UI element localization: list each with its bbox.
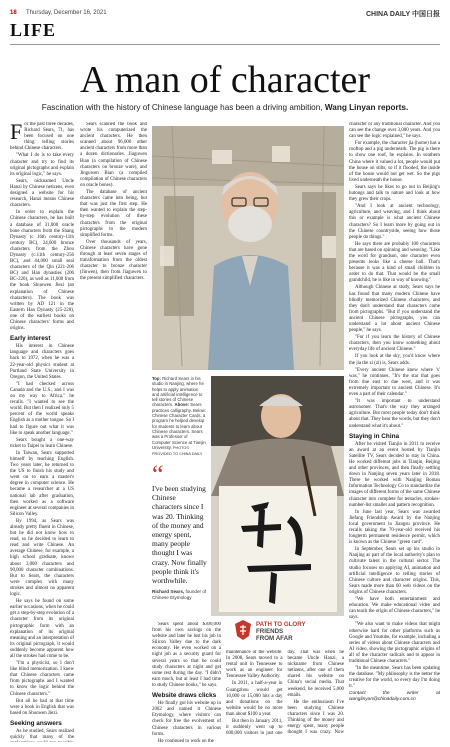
paragraph <box>10 451 74 518</box>
paragraph-text: In 2011, a half-a-year in Guangzhou would get 10,000 or 15,000 hits a day and donations on the website would be no more than about $100 a year. <box>226 681 283 717</box>
paragraph-text: Sears bought a one-way ticket to Taipei to learn Chinese. <box>10 437 74 449</box>
paragraph <box>226 681 283 718</box>
subhead <box>349 434 440 440</box>
paragraph-text: "We have both entertainment and education. We make educational video and can teach the origin of Chinese characters," he says. <box>349 597 440 621</box>
paragraph-text: Sears says he likes to go out in Beijing's hutongs and talk to nature and look at how they grew their crops. <box>349 184 440 203</box>
subhead <box>10 721 74 727</box>
pull-quote <box>152 460 207 601</box>
paragraph <box>349 547 440 596</box>
paragraph <box>349 622 440 665</box>
paragraph <box>349 335 440 353</box>
paragraph-text: "For if you learn the history of Chinese characters, then you know something about everyday life of ancient Chinese." <box>349 335 440 353</box>
paragraph <box>349 242 440 285</box>
paragraph-text: He says he found on some earlier occasions, when he could get a step-by-step evolution of a character from its original pictographic form with an explanation of its original meaning and an interpretation of its original pictograph, it would suddenly become apparent how all the strokes had come to be. <box>10 599 74 659</box>
paragraph <box>10 661 74 698</box>
paragraph <box>80 190 147 239</box>
article-column-6 <box>349 122 440 742</box>
paragraph <box>349 399 440 429</box>
paragraph-text: In Taiwan, Sears supported himself by teaching English. Two years later, he returned to the US to finish his study and went on to earn a master's degree in computer science. He became a researcher at a US national lab after graduation, then worked as a software engineer at several companies in Silicon Valley. <box>10 450 74 517</box>
paragraph <box>349 354 440 366</box>
path-to-glory-icon <box>234 619 252 641</box>
paragraph <box>80 122 147 189</box>
caption-label-above: Above: <box>174 402 190 408</box>
subhead-text: Early interest <box>10 335 51 343</box>
paragraph <box>10 599 74 660</box>
subhead <box>152 693 221 699</box>
paragraph-text: His interest in Chinese language and characters goes back to 1972, when he was a 22-year-old physics student at Portland State University in Oregon, the United States. <box>10 344 74 380</box>
page-number: 18 <box>10 10 17 16</box>
quote-mark-icon: “ <box>152 460 164 489</box>
paragraph-text: Over thousands of years, Chinese characters have gone through at least seven stages of transformation from the oldest character to bronze character (Jinwen), then from Jiaguwen to the present simplified characters. <box>80 239 147 282</box>
paragraph-text: Sears scanned the book and wrote his computerized the ancient characters. He then scanned about 96,000 other ancient characters from more than a dozen dictionaries. Jiaguwen Bian (a compilation of Chinese characters on bronze ware), and Jinguwen Bian (a compiled compilation of Chinese characters on oracle bones). <box>80 122 147 188</box>
article-column-2 <box>80 122 147 742</box>
article-column-1 <box>10 122 74 742</box>
section-label: LIFE <box>10 20 57 40</box>
paragraph-text: "It was important to understand astronomer. That's the way they arranged agriculture. But most people today don't think about that. They hear the words, but they don't understand what it's about." <box>349 399 440 429</box>
paragraph-text: "Every ancient Chinese knew where 'x' was," he continues. "It's the star that goes from due east to due west, and it was extremely important to ancient Chinese. It's even a part of their calendar." <box>349 367 440 398</box>
paragraph <box>10 382 74 437</box>
pull-quote-text: I've been studying Chinese characters since I was 20. Thinking of the money and energy spent, many people thought I was crazy. Now finally people think it's worthwhile. <box>152 484 207 586</box>
pull-quote-author: Richard Sears, <box>152 589 185 595</box>
page-header <box>10 8 440 20</box>
paragraph <box>349 122 440 140</box>
subhead-text: Website draws clicks <box>152 692 217 700</box>
paragraph <box>349 666 440 690</box>
section-rule <box>10 44 440 45</box>
caption-label-top: Top: <box>152 376 161 381</box>
paragraph-text: Sears spent about $300,000 from his own savings on the website and later he lost his job in Silicon Valley due to the dark economy. He even worked on a night job as a security guard for several years so that he could study characters at night and get some rest during the day. "I didn't earn much, but at least I had time to study Chinese books," he says. <box>152 622 221 688</box>
paragraph <box>152 622 221 689</box>
paragraph-text: "We also want to make videos that might otherwise hard for other platforms such as Google and Youtube, for example, including a series of videos about Chinese characters and AI video, showing the pictographic origins of all of the character radicals and to appear in traditional Chinese characters." <box>349 622 440 664</box>
paragraph <box>10 729 74 742</box>
issue-date: Thursday, December 16, 2021 <box>26 10 107 16</box>
path-to-glory-text <box>256 621 306 643</box>
paragraph-text: Although Chinese at study, Sears says he has found that many modern Chinese have blindly memorized Chinese characters, and they don't understand that characters come from pictographs. "But if you understand the ancient Chinese pictographs, you can understand a lot about ancient Chinese people," he says. <box>349 285 440 334</box>
paragraph <box>10 438 74 450</box>
paragraph-text: Sears, nicknamed Uncle Hanzi by Chinese netizens, even designed a website for his research, Hanzi means Chinese characters. <box>10 178 74 209</box>
paragraph-text: or the past three decades, Richard Sears, 71, has been focused on one thing: telling stories behind Chinese characters. <box>10 122 74 152</box>
paragraph <box>226 650 283 680</box>
article-column-3 <box>152 622 221 742</box>
photo-calligraphy <box>211 376 344 616</box>
masthead: CHINA DAILY 中国日报 <box>365 11 440 18</box>
promo-line-2: FRIENDS <box>256 628 284 636</box>
paragraph <box>349 597 440 621</box>
paragraph <box>349 204 440 241</box>
paragraph <box>349 185 440 203</box>
caption-text-top: Richard Sears in his studio in Nanjing, where he helps to apply animation and artificial intelligence to tell stories of Chinese characters. <box>152 376 204 408</box>
paragraph <box>10 122 74 152</box>
paragraph-text: maintenance of the website. In 2008, Sears moved to a rental unit in Tennessee to work as an engineer for Tennessee Valley Authority. <box>226 650 283 680</box>
deck-text: Fascination with the history of Chinese language has been a driving ambition, <box>41 103 323 112</box>
paragraph-text: As he studied, Sears realized quickly that many of the <box>10 729 74 741</box>
paragraph-text: He says there are probably 100 characters that are based on spinning and weaving. "Like the word for grandson, one character even presents looks like a cheese ball. That's because it was a kind of small children in order to do that. That would be the small grandchild, he is like in way of knowing." <box>349 241 440 284</box>
deck <box>0 103 450 112</box>
photo-calligraphy-image <box>211 376 344 616</box>
paragraph-text: He continued to work on the <box>158 738 214 742</box>
headline: A man of character <box>79 59 371 101</box>
subhead <box>10 336 74 342</box>
paragraph-text: He the enthusiasm I've been studying Chinese characters since I was 20. Thinking of the money and energy spent, many people thought I was crazy. Now <box>287 699 344 736</box>
paragraph-text: In June last year, Sears was awarded Jiefang Friendship Award by the Nanjing local government in Jiangsu province. He recalls taking the 70-year-old received his longterm permanent residence permit, which is known as the Chinese "green card". <box>349 509 440 546</box>
paragraph <box>349 510 440 547</box>
paragraph <box>152 701 221 738</box>
paragraph-text: In September, Sears set up his studio in Nanjing as part of the local authority's plan to cultivate talent in the cultural sector. The studio focuses on applying AI, animation and artificial intelligence to telling stories of Chinese culture and character origins. This, Sears made more than 60 web videos on the origins of Chinese characters. <box>349 547 440 595</box>
promo-line-3: FROM AFAR <box>256 635 293 643</box>
photo-credit: PHOTOS PROVIDED TO CHINA DAILY <box>152 445 203 457</box>
paragraph-text: The database of ancient characters came into being, but that was just the first step. He then wanted to explain the step-by-step evolution of these characters from the original pictographs to the modern simplified forms. <box>80 190 147 238</box>
subhead-text: Seeking answers <box>10 719 62 727</box>
paragraph <box>80 240 147 283</box>
paragraph-text: In order to explain the Chinese characters, he has built a database of 31,000 oracle bone characters from the Shang Dynasty (c 16th century-11th century BC), 24,000 bronze characters from the Zhou Dynasty (c.11th century-256 BC), and 44,000 small seal characters of the Qin (221-206 BC) and Han dynasties (206 BC-220), as well as 11,000 from the book Shuowen Jiezi (an explanation of Chinese characters). The book was written by AD 121 in the Eastern Han Dynasty (25-220), one of the earliest books on Chinese characters' forms and origins. <box>10 210 74 332</box>
paragraph <box>10 699 74 717</box>
paragraph <box>349 368 440 398</box>
paragraph-text: But all he had at that time were a book in English that was based on Shuowen Jiezi. <box>10 698 74 716</box>
paragraph <box>349 442 440 509</box>
paragraph-text: But then in January 2011, it suddenly went up to 600,000 visitors in just one day. That was when he became Uncle Hanzi, a nickname from Chinese netizens, after one of them shared his website on China's social media. That weekend, he received 5,000 emails. <box>226 650 344 737</box>
paragraph <box>10 344 74 381</box>
pull-quote-attribution <box>152 589 207 601</box>
paragraph-text: By 1994, as Sears was already pretty fluent in Chinese, but he did not know how to read, so he decided to learn to read and write Chinese. An average Chinese, for example, a high school graduate, knows about 3,000 characters and 90,000 character combinations. But to Sears, the characters were complex with many strokes and almost no apparent logic. <box>10 518 74 598</box>
paragraph-text: "What I do is to take every character and try to find its original pictographs and explain its original logic," he says. <box>10 153 74 177</box>
paragraph <box>10 519 74 598</box>
paragraph <box>349 141 440 184</box>
caption-text-above: Sears practices calligraphy. Below: Chinese Character Cards, a program he helped develop for students to learn about Chinese characters. Sears was a Professor of Computer Science at Tianjin University. <box>152 402 206 450</box>
pull-quote-role: founder of Chinese Etymology <box>152 589 207 601</box>
paragraph-text: "And I look at ancient technology, agriculture, and weaving, and I think about this or example is what ancient Chinese characters? So I learn more by going out in the Chinese countryside, seeing how those people do things." <box>349 204 440 240</box>
article-column-4 <box>226 650 344 742</box>
photo-sears-studio-image <box>152 126 344 370</box>
subhead-text: Staying in China <box>349 432 400 440</box>
photo-caption <box>152 376 206 457</box>
writer-contact: Contact the writer at wanglinyan@chinadaily.com.cn <box>349 691 440 703</box>
byline: Wang Linyan reports. <box>324 103 409 112</box>
path-to-glory-promo <box>226 617 344 645</box>
paragraph <box>10 210 74 332</box>
paragraph-text: "I'm a physicist, so I don't like blind memorization. I knew that Chinese characters came from pictographs and I wanted to know the logic behind the Chinese characters." <box>10 661 74 697</box>
paragraph <box>152 739 221 742</box>
paragraph <box>10 153 74 177</box>
drop-cap: F <box>10 122 23 144</box>
paragraph-text: If you look at the sky, you'd know where the jia the zi (zi) is, Sears adds. <box>349 354 440 366</box>
paragraph-text: He finally got his website up in 2002 and named it Chinese Etymology, where visitors can check for free the evolvement of Chinese characters in various forms. <box>152 701 221 737</box>
paragraph-text: "I had checked across Canada and the U.S., and I was on my way to Africa," he recalls. "I wanted to see the world. But then I realized only 5 percent of the world speaks English as a mother tongue. So I had to figure out what it was like to speak another language." <box>10 381 74 436</box>
paragraph <box>10 179 74 209</box>
promo-line-1: PATH TO GLORY <box>256 621 306 628</box>
paragraph-text: character or any traditional character. And you can see the change over 3,000 years. And you can see the logic explained," he says. <box>349 122 440 140</box>
paragraph-text: "In the meantime, Sears has been updating the database. "My philosophy is the better the creative for the world, so every day I'm doing it." <box>349 666 440 690</box>
paragraph <box>349 285 440 334</box>
paragraph-text: For example, the character jia (home) has a rooftop and a pig underneath. The pig is there to show one roof, he explains. In southern China where it valued a lot, people would put the house on stilts, so if it flooded, the inside of the house would not get wet. So the pigs lived underneath the house. <box>349 141 440 183</box>
photo-sears-studio <box>152 126 344 370</box>
paragraph-text: After he visited Tianjin in 2011 to receive an award at an event hosted by Tianjin Satellite TV, Sears decided to stay in China. He worked different jobs in Tianjin, Beijing and other provinces, and then finally settling down in Nanjing seven years later in 2018. There he worked with Nanjing Bomau Information Technology Co to standardize the images of different forms of the same Chinese character into complete for tentacles, strokes-number-list smaller and pattern recognition. <box>349 441 440 508</box>
